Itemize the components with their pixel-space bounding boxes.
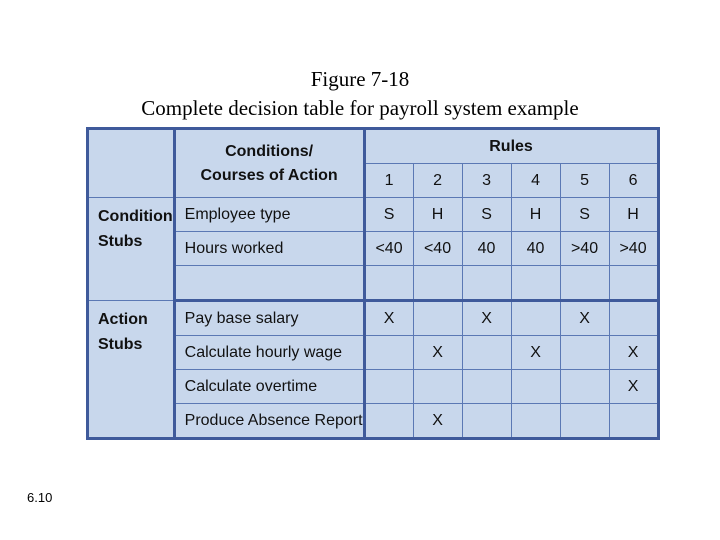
action-label: Produce Absence Report [174, 404, 364, 439]
action-value [609, 301, 658, 336]
condition-value: H [609, 198, 658, 232]
rules-header: Rules [364, 129, 658, 164]
action-value: X [609, 370, 658, 404]
action-value [511, 301, 560, 336]
condition-label: Employee type [174, 198, 364, 232]
action-value [364, 336, 413, 370]
action-value [364, 370, 413, 404]
action-value [560, 336, 609, 370]
action-value [364, 404, 413, 439]
condition-value: H [511, 198, 560, 232]
empty-cell [462, 266, 511, 301]
empty-cell [364, 266, 413, 301]
condition-value: >40 [560, 232, 609, 266]
condition-value: S [364, 198, 413, 232]
condition-value: S [560, 198, 609, 232]
action-label: Pay base salary [174, 301, 364, 336]
action-value: X [364, 301, 413, 336]
rule-number: 3 [462, 164, 511, 198]
empty-cell [511, 266, 560, 301]
rule-number: 5 [560, 164, 609, 198]
rule-number: 4 [511, 164, 560, 198]
action-value [462, 336, 511, 370]
figure-caption: Complete decision table for payroll system example [141, 96, 579, 120]
action-value [462, 404, 511, 439]
condition-value: <40 [413, 232, 462, 266]
action-stubs-label: Action Stubs [88, 301, 175, 439]
empty-cell [609, 266, 658, 301]
condition-label: Hours worked [174, 232, 364, 266]
action-value [511, 404, 560, 439]
empty-cell [413, 266, 462, 301]
empty-cell [174, 266, 364, 301]
condition-stubs-label: Condition Stubs [88, 198, 175, 301]
slide-number: 6.10 [27, 490, 53, 505]
action-value: X [462, 301, 511, 336]
action-value [609, 404, 658, 439]
action-value [511, 370, 560, 404]
rule-number: 2 [413, 164, 462, 198]
condition-value: 40 [462, 232, 511, 266]
action-label: Calculate hourly wage [174, 336, 364, 370]
condition-value: 40 [511, 232, 560, 266]
action-value [413, 301, 462, 336]
empty-cell [560, 266, 609, 301]
action-value [462, 370, 511, 404]
action-value: X [413, 336, 462, 370]
conditions-header: Conditions/ Courses of Action [174, 129, 364, 198]
condition-value: H [413, 198, 462, 232]
decision-table [86, 127, 660, 440]
action-value: X [413, 404, 462, 439]
action-value [413, 370, 462, 404]
action-value [560, 370, 609, 404]
rule-number: 1 [364, 164, 413, 198]
action-value: X [511, 336, 560, 370]
action-value: X [609, 336, 658, 370]
rule-number: 6 [609, 164, 658, 198]
stub-header-cell [88, 129, 175, 198]
condition-value: <40 [364, 232, 413, 266]
action-label: Calculate overtime [174, 370, 364, 404]
condition-value: S [462, 198, 511, 232]
condition-value: >40 [609, 232, 658, 266]
figure-title: Figure 7-18 [310, 67, 410, 91]
action-value: X [560, 301, 609, 336]
action-value [560, 404, 609, 439]
